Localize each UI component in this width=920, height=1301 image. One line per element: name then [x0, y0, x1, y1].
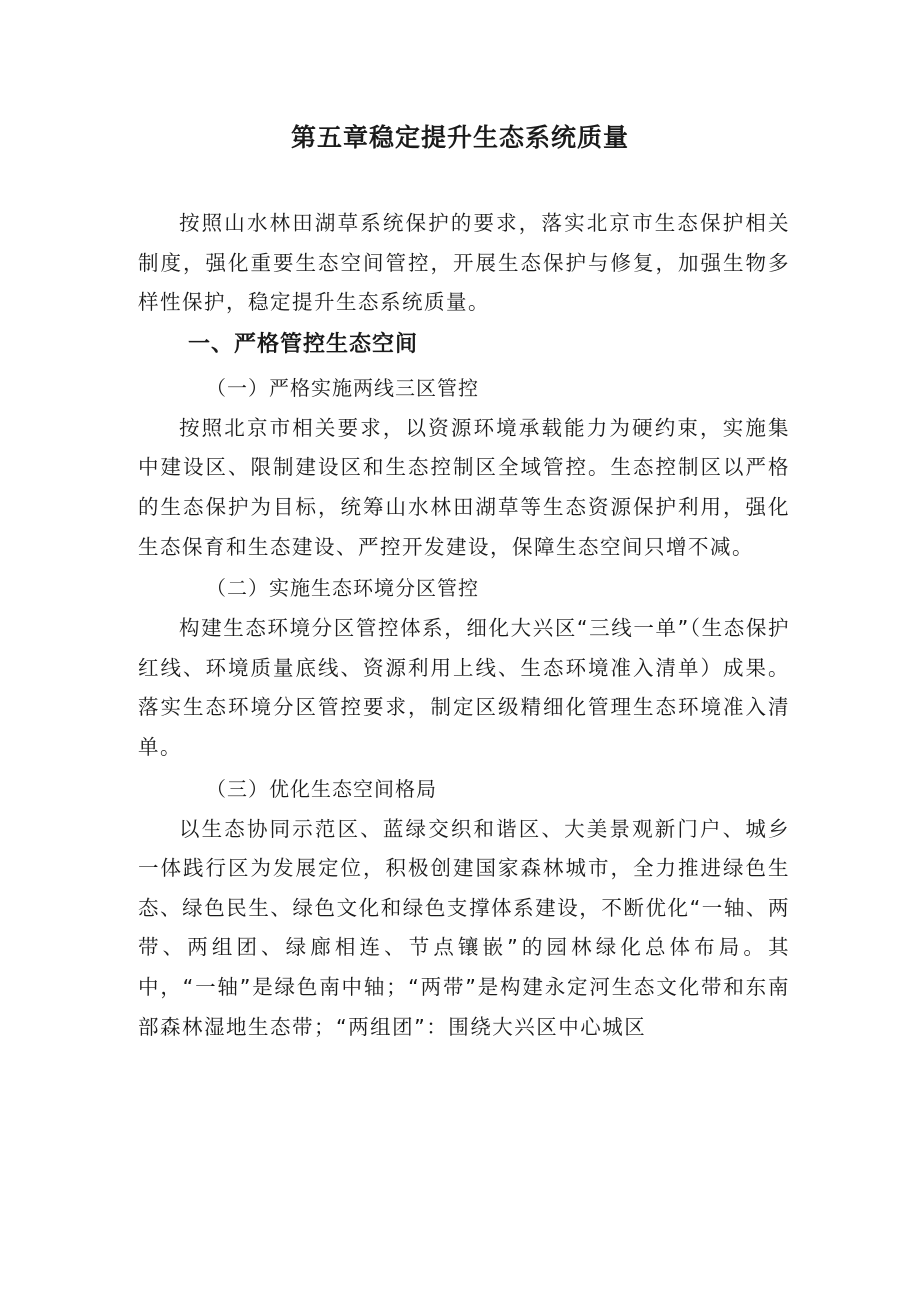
- intro-paragraph: 按照山水林田湖草系统保护的要求，落实北京市生态保护相关制度，强化重要生态空间管控，开展生态保护与修复，加强生物多样性保护，稳定提升生态系统质量。: [138, 211, 790, 315]
- subsection-heading-2: （二）实施生态环境分区管控: [206, 576, 479, 601]
- subsection-paragraph-3: 以生态协同示范区、蓝绿交织和谐区、大美景观新门户、城乡一体践行区为发展定位，积极创建国家森林城市，全力推进绿色生态、绿色民生、绿色文化和绿色支撑体系建设，不断优化“一轴、两带、两组团、绿廊相连、节点镶嵌”的园林绿化总体布局。其中，“一轴”是绿色南中轴；“两带”是构建永定河生态文化带和东南部森林湿地生态带；“两组团”：围绕大兴区中心城区: [138, 816, 790, 1039]
- subsection-heading-1: （一）严格实施两线三区管控: [206, 375, 479, 400]
- section-heading-1: 一、严格管控生态空间: [188, 331, 419, 357]
- subsection-heading-3: （三）优化生态空间格局: [206, 776, 437, 801]
- document-body: [138, 204, 790, 1047]
- chapter-title: 第五章稳定提升生态系统质量: [290, 123, 629, 152]
- subsection-paragraph-1: 按照北京市相关要求，以资源环境承载能力为硬约束，实施集中建设区、限制建设区和生态控制区全域管控。生态控制区以严格的生态保护为目标，统筹山水林田湖草等生态资源保护利用，强化生态保育和生态建设、严控开发建设，保障生态空间只增不减。: [138, 415, 790, 559]
- subsection-paragraph-2: 构建生态环境分区管控体系，细化大兴区“三线一单”（生态保护红线、环境质量底线、资源利用上线、生态环境准入清单）成果。落实生态环境分区管控要求，制定区级精细化管理生态环境准入清单。: [138, 616, 790, 759]
